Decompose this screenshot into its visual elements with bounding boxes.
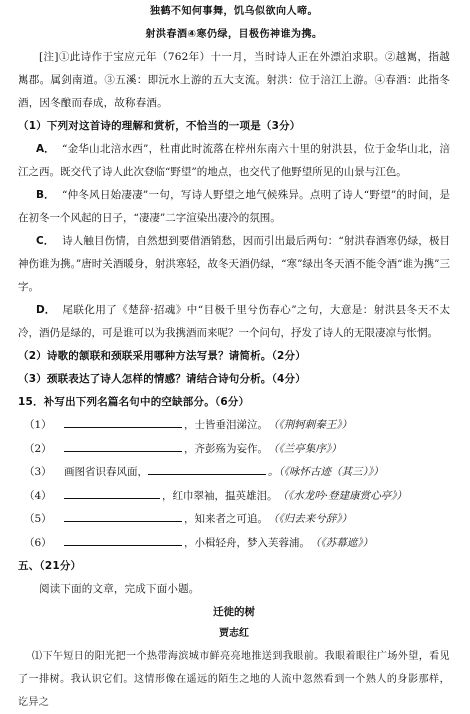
fill-item-number: （3）: [24, 466, 52, 478]
answer-blank[interactable]: [148, 461, 266, 475]
fill-item-source: （《荆轲刺秦王》）: [268, 419, 352, 431]
question-15-stem: 15．补写出下列名篇名句中的空缺部分。（6分）: [18, 396, 250, 408]
fill-item-text: 画图省识春风面，: [64, 466, 148, 478]
question-3: （3）颈联表达了诗人怎样的情感？请结合诗句分析。（4分）: [18, 373, 306, 385]
fill-item-2: [18, 438, 450, 462]
fill-item-text: ，小楫轻舟，梦入芙蓉浦。: [184, 536, 310, 549]
option-b-label: B．: [36, 189, 55, 201]
poem-note: [注]①此诗作于宝应元年（762年）十一月，当时诗人正在外漂泊求职。②越嶲，指越嶲郡。属剑南道。③五溪：即沅水上游的五大支流。射洪：位于涪江上游。④春酒：此指冬酒，因冬酿而春成，故称春酒。: [18, 51, 450, 109]
essay-author: 贾志红: [219, 628, 249, 639]
fill-item-source: （《兰亭集序》）: [268, 442, 342, 455]
option-c-label: C．: [36, 235, 55, 247]
poem-line-1: 独鹤不知何事舞，饥乌似欲向人啼。: [150, 6, 318, 17]
answer-blank[interactable]: [64, 438, 182, 452]
option-b-text: “仲冬风日始凄凄”一句，写诗人野望之地气候殊异。点明了诗人“野望”的时间，是在初冬一个风起的日子，“凄凄”二字渲染出凄冷的氛围。: [18, 189, 450, 224]
option-a-label: A．: [36, 143, 55, 155]
fill-item-3: [18, 461, 450, 485]
answer-blank[interactable]: [64, 414, 182, 428]
fill-item-6: [18, 532, 450, 556]
option-a-text: “金华山北涪水西”，杜甫此时流落在梓州东南六十里的射洪县，位于金华山北，涪江之西。既交代了诗人此次登临“野望”的地点，也交代了他野望所见的山景与江色。: [18, 143, 450, 178]
fill-item-text: ，红巾翠袖，揾英雄泪。: [162, 489, 278, 502]
fill-item-text: ，士皆垂泪涕泣。: [184, 419, 268, 431]
fill-item-text: ，知来者之可追。: [184, 513, 268, 525]
option-a: [18, 138, 450, 184]
fill-item-number: （5）: [24, 513, 52, 525]
option-c: [18, 230, 450, 299]
option-d-label: D．: [36, 304, 56, 316]
fill-item-number: （6）: [24, 536, 52, 549]
fill-item-1: [18, 414, 450, 438]
fill-item-number: （2）: [24, 442, 52, 455]
question-2: （2）诗歌的颔联和颈联采用哪种方法写景？请简析。（2分）: [18, 350, 306, 362]
fill-item-source: （《苏幕遮》）: [310, 536, 373, 549]
answer-blank[interactable]: [64, 508, 182, 522]
section-5-heading: 五、（21分）: [18, 560, 82, 572]
option-c-text: 诗人触目伤情，自然想到要借酒销愁，因而引出最后两句：“射洪春酒寒仍绿，极目神伤谁为携。”唐时关酒暖身，射洪寒轻，故冬天酒仍绿，“寒”绿出冬天酒不能令酒“谁为携”三字。: [18, 235, 450, 293]
option-b: [18, 184, 450, 230]
answer-blank[interactable]: [64, 532, 182, 546]
fill-item-source: 。（《咏怀古迹（其三）》）: [268, 466, 384, 478]
fill-item-number: （4）: [24, 489, 52, 502]
fill-item-source: （《归去来兮辞》）: [268, 513, 352, 525]
option-d: [18, 299, 450, 345]
essay-title: 迁徙的树: [213, 606, 255, 618]
fill-item-5: [18, 508, 450, 532]
fill-item-source: （《水龙吟·登建康赏心亭》）: [277, 489, 407, 502]
option-d-text: 尾联化用了《楚辞·招魂》中“目极千里兮伤春心”之句，大意是：射洪县冬天不太冷，酒仍是绿的，可是谁可以为我携酒而来呢？一个问句，抒发了诗人的无限凄凉与怅惘。: [18, 304, 450, 339]
fill-item-number: （1）: [24, 419, 52, 431]
answer-blank[interactable]: [64, 485, 160, 499]
poem-line-2: 射洪春酒④寒仍绿，目极伤神谁为携。: [145, 29, 323, 40]
question-1-stem: （1）下列对这首诗的理解和赏析，不恰当的一项是（3分）: [18, 120, 301, 132]
essay-paragraph-1: ⑴下午短日的阳光把一个热带海滨城市鲜亮亮地推送到我眼前。我眼着眼往广场外望，看见了一排树。我认识它们。这情形像在遥远的陌生之地的人流中忽然看到一个熟人的身影那样，讫异之: [18, 651, 450, 708]
fill-item-text: ，齐彭殇为妄作。: [184, 442, 268, 455]
fill-item-4: [18, 485, 450, 509]
section-5-instruction: 阅读下面的文章，完成下面小题。: [39, 583, 200, 595]
